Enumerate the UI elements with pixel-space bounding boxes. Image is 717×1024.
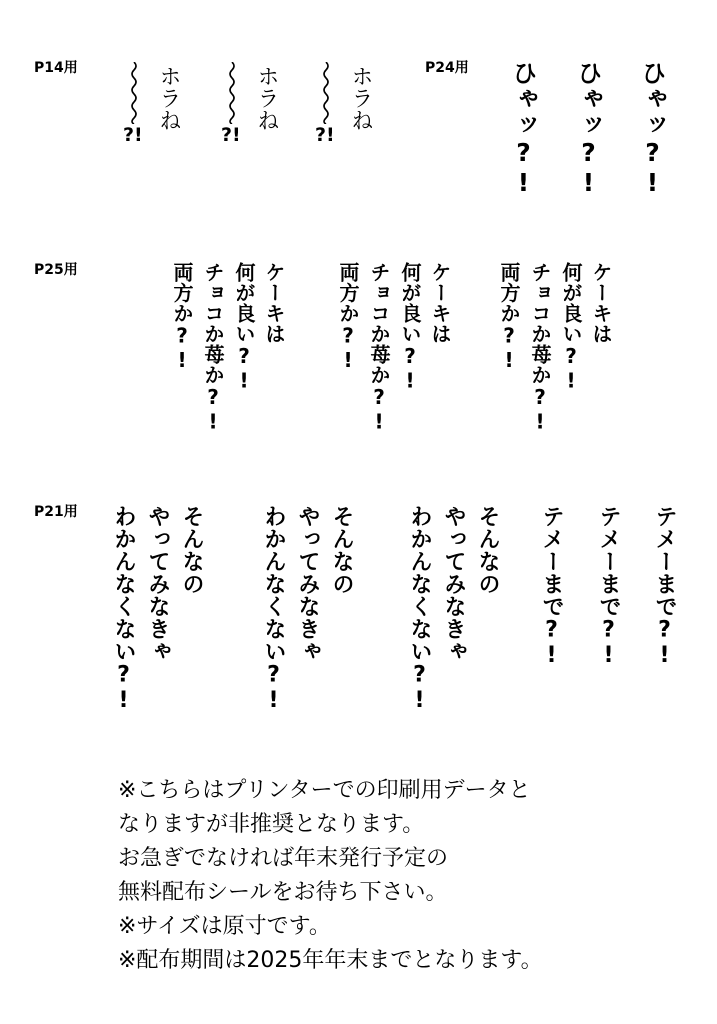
p14-hora-text: ホラね	[254, 65, 279, 131]
p21-line: わかんなくない?!	[407, 505, 432, 714]
p21-line: わかんなくない?!	[261, 505, 286, 714]
p14-exclaim: ?!	[123, 124, 143, 146]
p14-hora-text: ホラね	[348, 65, 373, 131]
p24-hyatsu-text: ひゃッ?!	[574, 60, 603, 198]
p21-line: そんなの	[329, 505, 354, 595]
p21-line: わかんなくない?!	[111, 505, 136, 714]
wavy-line-icon	[128, 62, 140, 124]
p14-hora-text: ホラね	[156, 65, 181, 131]
p24-hyatsu-text: ひゃッ?!	[638, 60, 667, 198]
p25-line: 両方か?!	[336, 262, 360, 373]
note-line: ※こちらはプリンターでの印刷用データと	[118, 778, 531, 803]
p25-line: チョコか苺か?!	[367, 262, 391, 434]
p25-line: 何が良い?!	[559, 262, 583, 393]
p21-teme-text: テメーまで?!	[652, 505, 677, 669]
note-line: なりますが非推奨となります。	[118, 812, 425, 837]
p25-line: 両方か?!	[170, 262, 194, 373]
wavy-line-icon	[226, 62, 238, 124]
p25-line: 何が良い?!	[232, 262, 256, 393]
wavy-line-icon	[320, 62, 332, 124]
p14-exclaim: ?!	[315, 124, 335, 146]
p21-label: P21用	[34, 504, 78, 520]
p14-label: P14用	[34, 60, 78, 76]
p25-line: チョコか苺か?!	[528, 262, 552, 434]
p21-line: やってみなきゃ	[295, 505, 320, 663]
p21-line: やってみなきゃ	[441, 505, 466, 663]
p21-line: そんなの	[179, 505, 204, 595]
p25-line: ケーキは	[428, 262, 452, 344]
p24-hyatsu-text: ひゃッ?!	[509, 60, 538, 198]
p21-line: そんなの	[475, 505, 500, 595]
p21-teme-text: テメーまで?!	[539, 505, 564, 669]
p25-line: チョコか苺か?!	[201, 262, 225, 434]
p25-line: 両方か?!	[497, 262, 521, 373]
p25-line: ケーキは	[262, 262, 286, 344]
note-line: 無料配布シールをお待ち下さい。	[118, 880, 448, 905]
p25-line: 何が良い?!	[398, 262, 422, 393]
p14-exclaim: ?!	[221, 124, 241, 146]
p25-label: P25用	[34, 262, 78, 278]
note-line: ※サイズは原寸です。	[118, 914, 331, 939]
p21-line: やってみなきゃ	[145, 505, 170, 663]
p25-line: ケーキは	[589, 262, 613, 344]
note-line: お急ぎでなければ年末発行予定の	[118, 846, 449, 871]
p24-label: P24用	[425, 60, 469, 76]
p21-teme-text: テメーまで?!	[596, 505, 621, 669]
note-line: ※配布期間は2025年年末までとなります。	[118, 948, 543, 973]
